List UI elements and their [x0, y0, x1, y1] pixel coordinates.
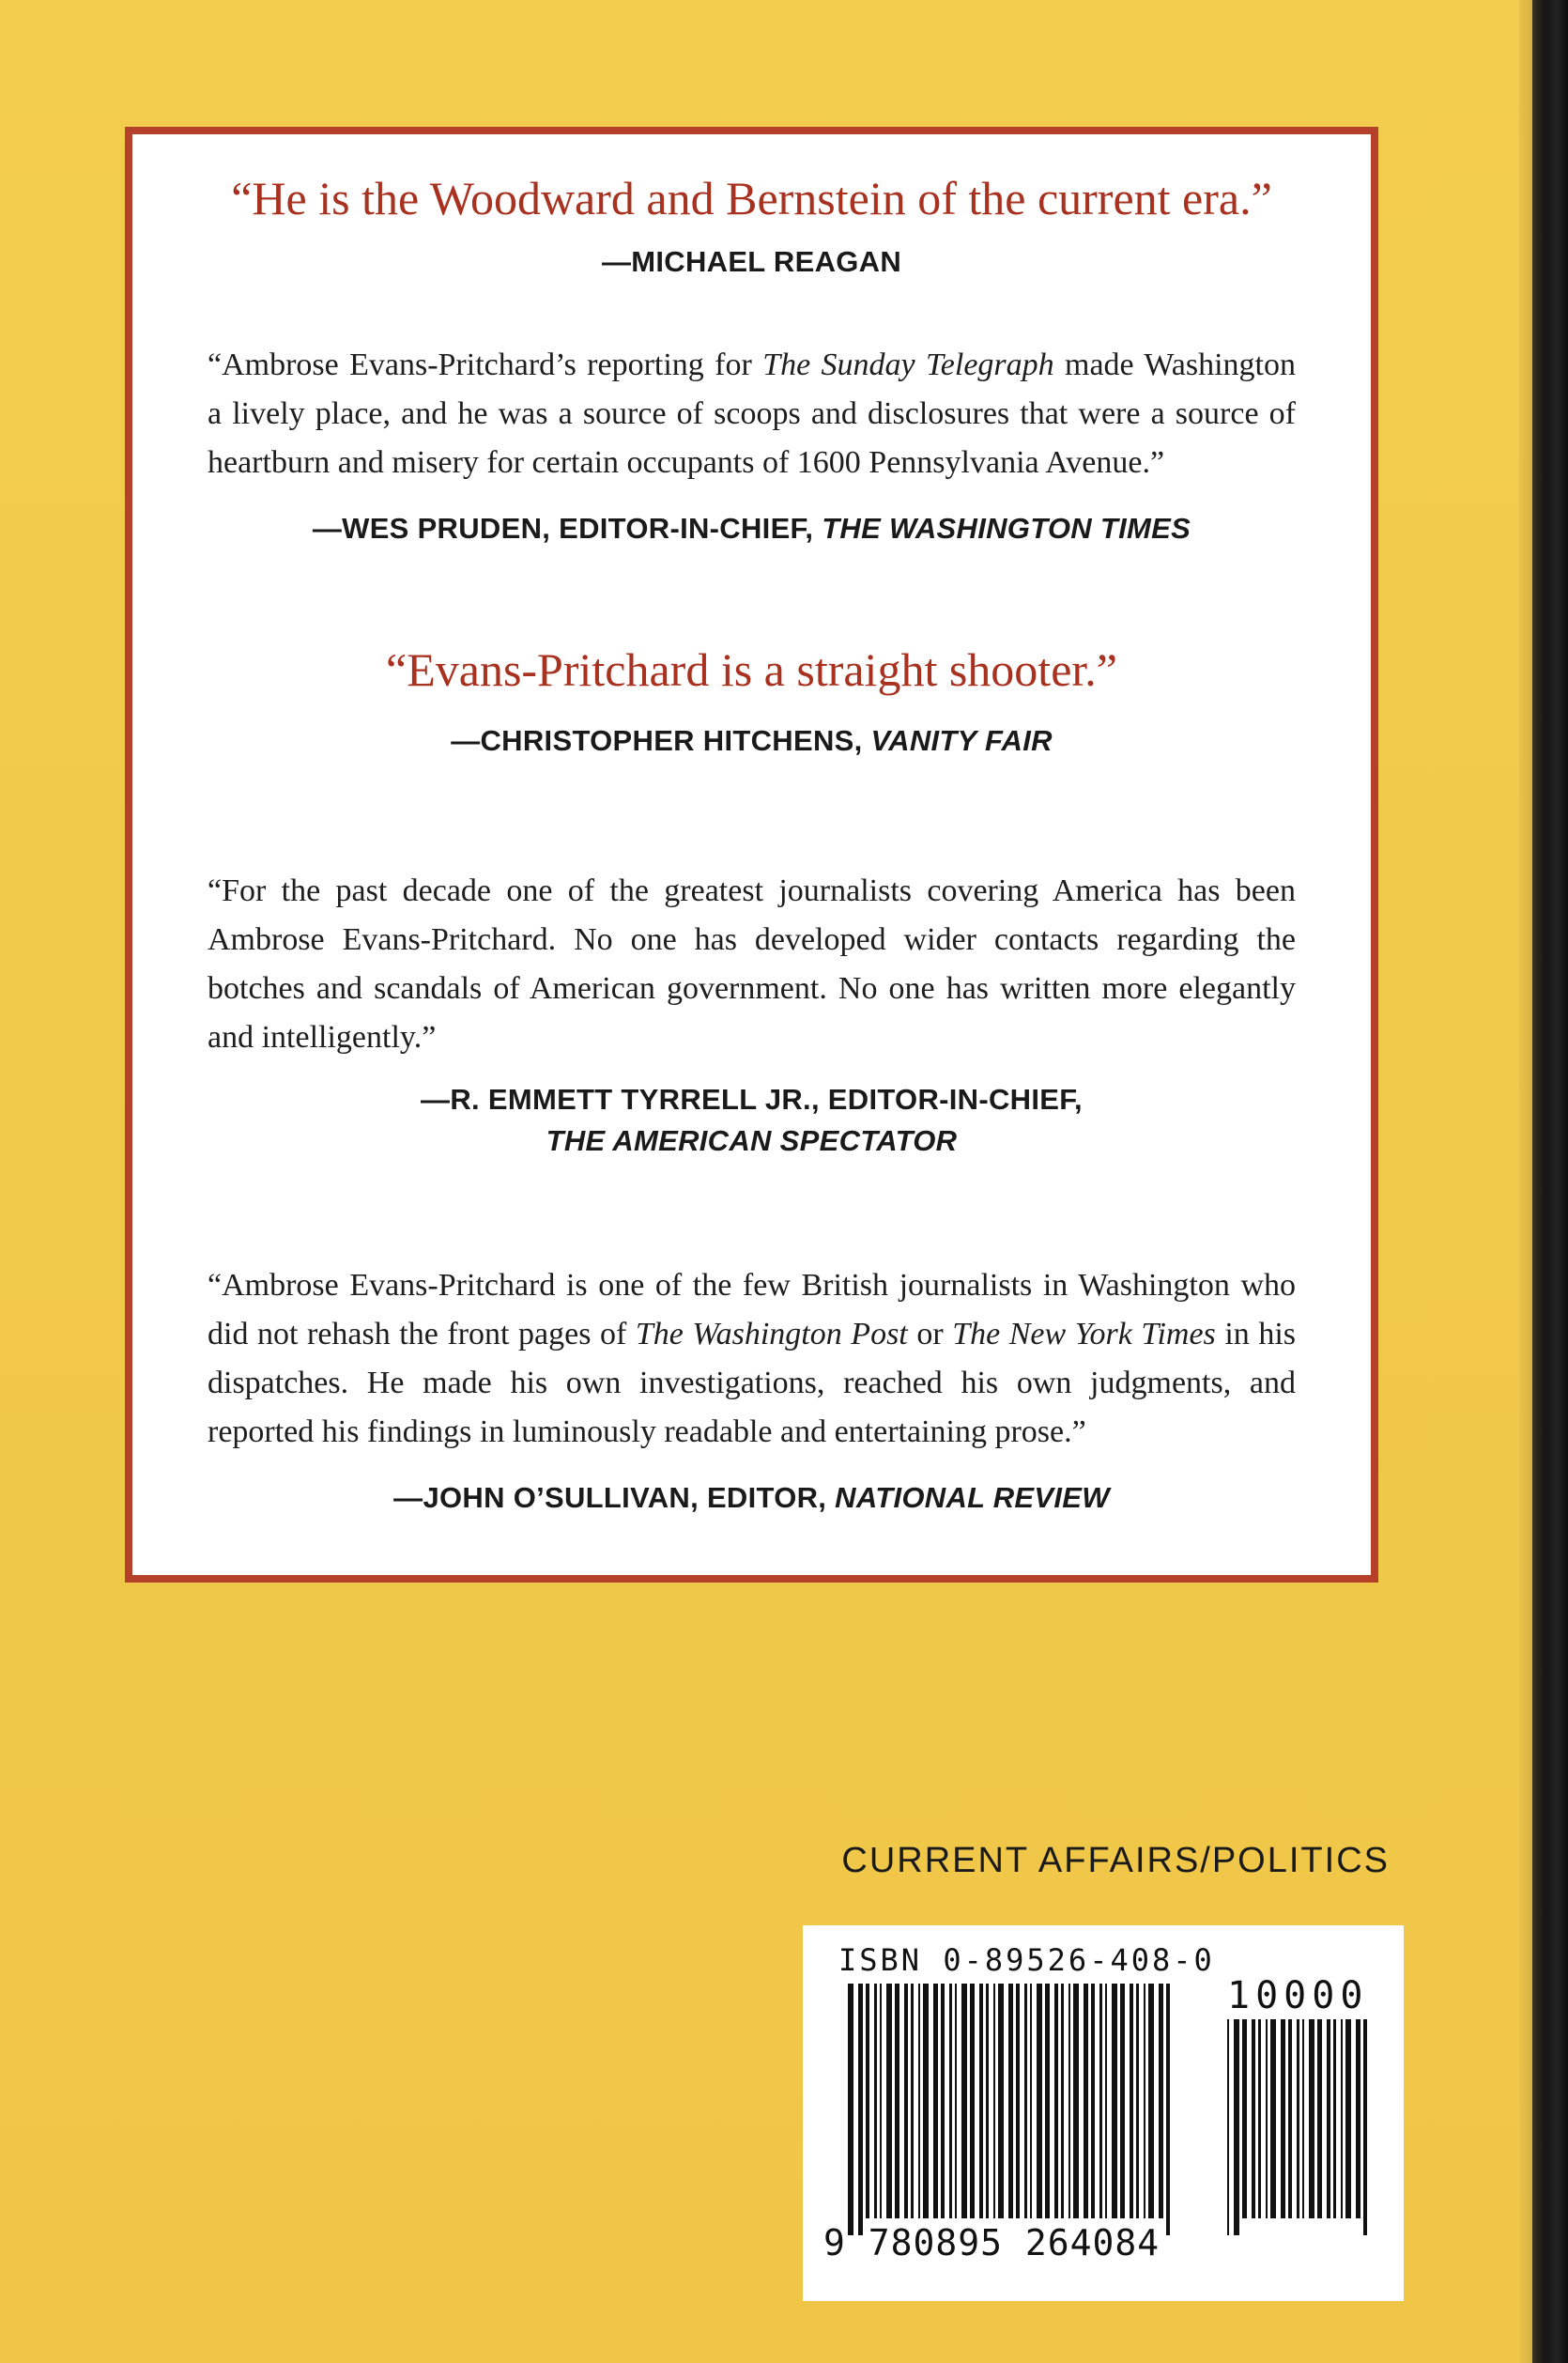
barcode-bar: [1288, 2019, 1292, 2218]
barcode-bar: [1148, 1984, 1154, 2218]
quote-3-text: “Evans-Pritchard is a straight shooter.”: [386, 643, 1117, 696]
barcode-bar: [1061, 1984, 1064, 2218]
quote-4-attribution-line2: [132, 1120, 1371, 1162]
page-edge: [1519, 0, 1532, 2363]
barcode-bar: [1008, 1984, 1013, 2218]
quote-5-attribution-name: —JOHN O’SULLIVAN, EDITOR,: [393, 1481, 836, 1514]
barcode-bar: [1054, 1984, 1058, 2218]
publication-title: The New York Times: [952, 1317, 1216, 1351]
barcode-bar: [1345, 2019, 1351, 2218]
quote-2-attribution: [132, 508, 1371, 549]
quote-1-attribution: —MICHAEL REAGAN: [601, 245, 902, 278]
publication-title: The Washington Post: [635, 1317, 908, 1351]
barcode-bar: [1037, 1984, 1042, 2218]
barcode-bar: [1327, 2019, 1330, 2218]
barcode-bar: [1084, 1984, 1088, 2218]
barcode-bar: [1297, 2019, 1299, 2218]
barcode-bar: [1317, 2019, 1322, 2218]
barcode-bar: [1333, 2019, 1336, 2218]
quote-5-attribution: [132, 1477, 1371, 1519]
barcode-bar: [1130, 1984, 1133, 2218]
publication-title: The Sunday Telegraph: [762, 348, 1054, 382]
quote-2-part: made Washington a lively place, and he was a source of scoops and disclosures that were a source of heartburn and misery for certain occupants of 1600 Pennsylvania Avenue.”: [208, 348, 1296, 480]
quote-4-text: “For the past decade one of the greatest journalists covering America has been Ambrose Evans-Pritchard. No one has developed wider contacts regarding the botches and scandals of American government. No one has written more elegantly and intelligently.”: [208, 873, 1296, 1055]
barcode-bar: [923, 1984, 929, 2218]
quote-5-part: “Ambrose Evans-Pritchard is one of the few British journalists in Washington who did not rehash the front pages of: [208, 1268, 1296, 1351]
barcode-bar: [1105, 1984, 1107, 2218]
quote-5-part: in his dispatches. He made his own investigations, reached his own judgments, and reported his findings in luminously readable and entertaining prose.”: [208, 1317, 1297, 1449]
quote-2-text: [208, 341, 1296, 487]
barcode-bar: [941, 1984, 945, 2218]
barcode-bar: [848, 1984, 853, 2235]
barcode-bar: [1159, 1984, 1163, 2218]
quote-5-part: or: [907, 1317, 953, 1351]
barcode-bar: [918, 1984, 920, 2218]
barcode-bar: [895, 1984, 899, 2218]
barcode-bar: [1242, 2019, 1247, 2218]
barcode-bar: [1120, 1984, 1125, 2218]
barcode-bar: [886, 1984, 892, 2218]
barcode-label: [803, 1925, 1404, 2301]
barcode-bar: [1068, 1984, 1070, 2218]
barcode-bar: [1016, 1984, 1020, 2218]
quote-5-attribution-publication: NATIONAL REVIEW: [835, 1481, 1110, 1514]
category-label: CURRENT AFFAIRS/POLITICS: [841, 1841, 1390, 1880]
barcode-bar: [1144, 1984, 1145, 2218]
barcode-bar: [1112, 1984, 1117, 2218]
quote-1-text: “He is the Woodward and Bernstein of the current era.”: [231, 172, 1272, 224]
barcode-bar: [1356, 2019, 1360, 2218]
barcode-bar: [1252, 2019, 1255, 2218]
barcode-bar: [949, 1984, 952, 2218]
barcode-bar: [1073, 1984, 1079, 2218]
barcode-bar: [986, 1984, 989, 2218]
barcode-bar: [1270, 2019, 1276, 2218]
ean-digits: 9 780895 264084: [823, 2222, 1161, 2263]
barcode-bar: [904, 1984, 908, 2218]
isbn-number: ISBN 0-89526-408-0: [838, 1942, 1215, 1978]
barcode-bar: [1302, 2019, 1304, 2218]
barcode-bar: [880, 1984, 882, 2218]
quote-2-attribution-name: —WES PRUDEN, EDITOR-IN-CHIEF,: [312, 512, 822, 545]
barcode-bar: [1024, 1984, 1027, 2218]
quote-3-attribution-publication: VANITY FAIR: [870, 724, 1053, 757]
barcode-bar: [955, 1984, 957, 2218]
barcode-bar: [1227, 2019, 1229, 2235]
quote-4-attribution-publication: THE AMERICAN SPECTATOR: [546, 1124, 958, 1157]
price-code: 10000: [1227, 1974, 1369, 2017]
quote-2-part: “Ambrose Evans-Pritchard’s reporting for: [208, 348, 763, 382]
barcode-bar: [933, 1984, 938, 2218]
quote-2-attribution-publication: THE WASHINGTON TIMES: [822, 512, 1191, 545]
barcode-bar: [1258, 2019, 1261, 2218]
barcode-bar: [1234, 2019, 1239, 2235]
barcode-bar: [1363, 2019, 1367, 2235]
blurb-panel: [125, 127, 1378, 1583]
barcode-bar: [1045, 1984, 1050, 2218]
quote-3-attribution: [132, 720, 1371, 762]
barcode-bar: [911, 1984, 914, 2218]
barcode-bar: [1136, 1984, 1139, 2218]
barcode-bar: [1030, 1984, 1032, 2218]
barcode-bar: [1309, 2019, 1314, 2218]
barcode-bar: [979, 1984, 983, 2218]
barcode-bar: [1281, 2019, 1285, 2218]
barcode-bar: [866, 1984, 869, 2218]
barcode-bar: [993, 1984, 995, 2218]
barcode-bar: [1166, 1984, 1170, 2235]
barcode-bar: [961, 1984, 967, 2218]
barcode-bar: [1266, 2019, 1268, 2218]
barcode-bar: [1091, 1984, 1095, 2218]
barcode-bar: [874, 1984, 877, 2218]
quote-5-text: [208, 1261, 1296, 1457]
quote-4-attribution-line1: —R. EMMETT TYRRELL JR., EDITOR-IN-CHIEF,: [421, 1083, 1083, 1116]
barcode-bar: [1341, 2019, 1343, 2218]
barcode-bar: [970, 1984, 975, 2218]
barcode-bar: [1099, 1984, 1102, 2218]
barcode-bar: [998, 1984, 1004, 2218]
barcode-bar: [858, 1984, 863, 2235]
dark-spine-edge: [1532, 0, 1568, 2363]
quote-3-attribution-name: —CHRISTOPHER HITCHENS,: [451, 724, 871, 757]
